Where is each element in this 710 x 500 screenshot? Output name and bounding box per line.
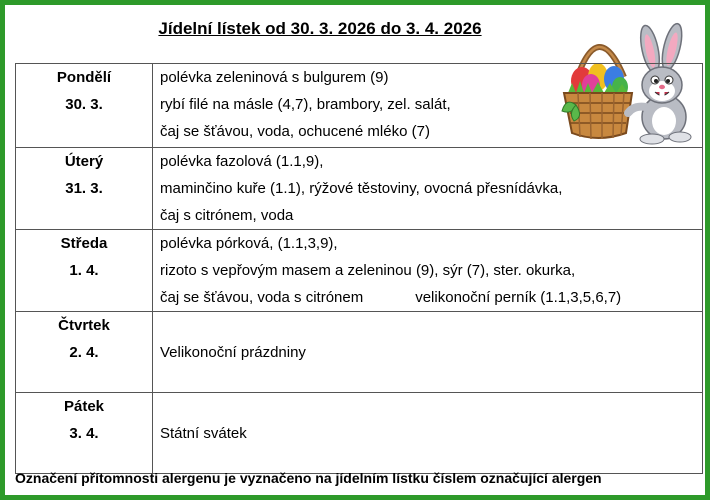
day-date: 30. 3. bbox=[65, 96, 103, 113]
day-date: 31. 3. bbox=[65, 180, 103, 197]
meal-line: polévka pórková, (1.1,3,9), bbox=[160, 235, 338, 252]
table-row-monday bbox=[16, 64, 703, 148]
day-cell bbox=[16, 312, 153, 393]
day-note: Velikonoční prázdniny bbox=[160, 343, 306, 361]
meal-text: čaj se šťávou, voda s citrónem bbox=[160, 289, 364, 306]
table-row-thursday bbox=[16, 312, 703, 393]
meal-line: čaj se šťávou, voda, ochucené mléko (7) bbox=[160, 123, 430, 140]
meal-line: rizoto s vepřovým masem a zeleninou (9), sýr (7), ster. okurka, bbox=[160, 262, 576, 279]
day-name: Úterý bbox=[64, 153, 104, 170]
day-note: Státní svátek bbox=[160, 424, 247, 442]
meals-cell bbox=[153, 148, 703, 230]
day-name: Pondělí bbox=[56, 69, 112, 86]
meals-cell bbox=[153, 230, 703, 312]
meals-cell bbox=[153, 393, 703, 474]
day-cell bbox=[16, 230, 153, 312]
day-date: 1. 4. bbox=[69, 262, 99, 279]
meals-cell bbox=[153, 312, 703, 393]
meal-line: rybí filé na másle (4,7), brambory, zel. salát, bbox=[160, 96, 451, 113]
table-row-tuesday bbox=[16, 148, 703, 230]
meal-line: maminčino kuře (1.1), rýžové těstoviny, ovocná přesnídávka, bbox=[160, 180, 563, 197]
day-name: Čtvrtek bbox=[58, 317, 110, 334]
day-cell bbox=[16, 393, 153, 474]
table-row-friday bbox=[16, 393, 703, 474]
day-date: 2. 4. bbox=[69, 344, 99, 361]
allergen-footnote: Označení přítomnosti alergenu je vyznačeno na jídelním lístku číslem označující alergen bbox=[15, 470, 602, 486]
dessert-text: velikonoční perník (1.1,3,5,6,7) bbox=[415, 289, 622, 306]
meal-line-with-dessert bbox=[160, 284, 702, 311]
day-name: Pátek bbox=[63, 398, 105, 415]
menu-table bbox=[15, 63, 703, 474]
day-name: Středa bbox=[60, 235, 108, 252]
meal-line: polévka zeleninová s bulgurem (9) bbox=[160, 69, 389, 86]
meals-cell bbox=[153, 64, 703, 148]
meal-line: polévka fazolová (1.1,9), bbox=[160, 153, 324, 170]
table-row-wednesday bbox=[16, 230, 703, 312]
day-date: 3. 4. bbox=[69, 425, 99, 442]
meal-line: čaj s citrónem, voda bbox=[160, 207, 294, 224]
day-cell bbox=[16, 148, 153, 230]
day-cell bbox=[16, 64, 153, 148]
page-title: Jídelní lístek od 30. 3. 2026 do 3. 4. 2026 bbox=[158, 19, 482, 38]
